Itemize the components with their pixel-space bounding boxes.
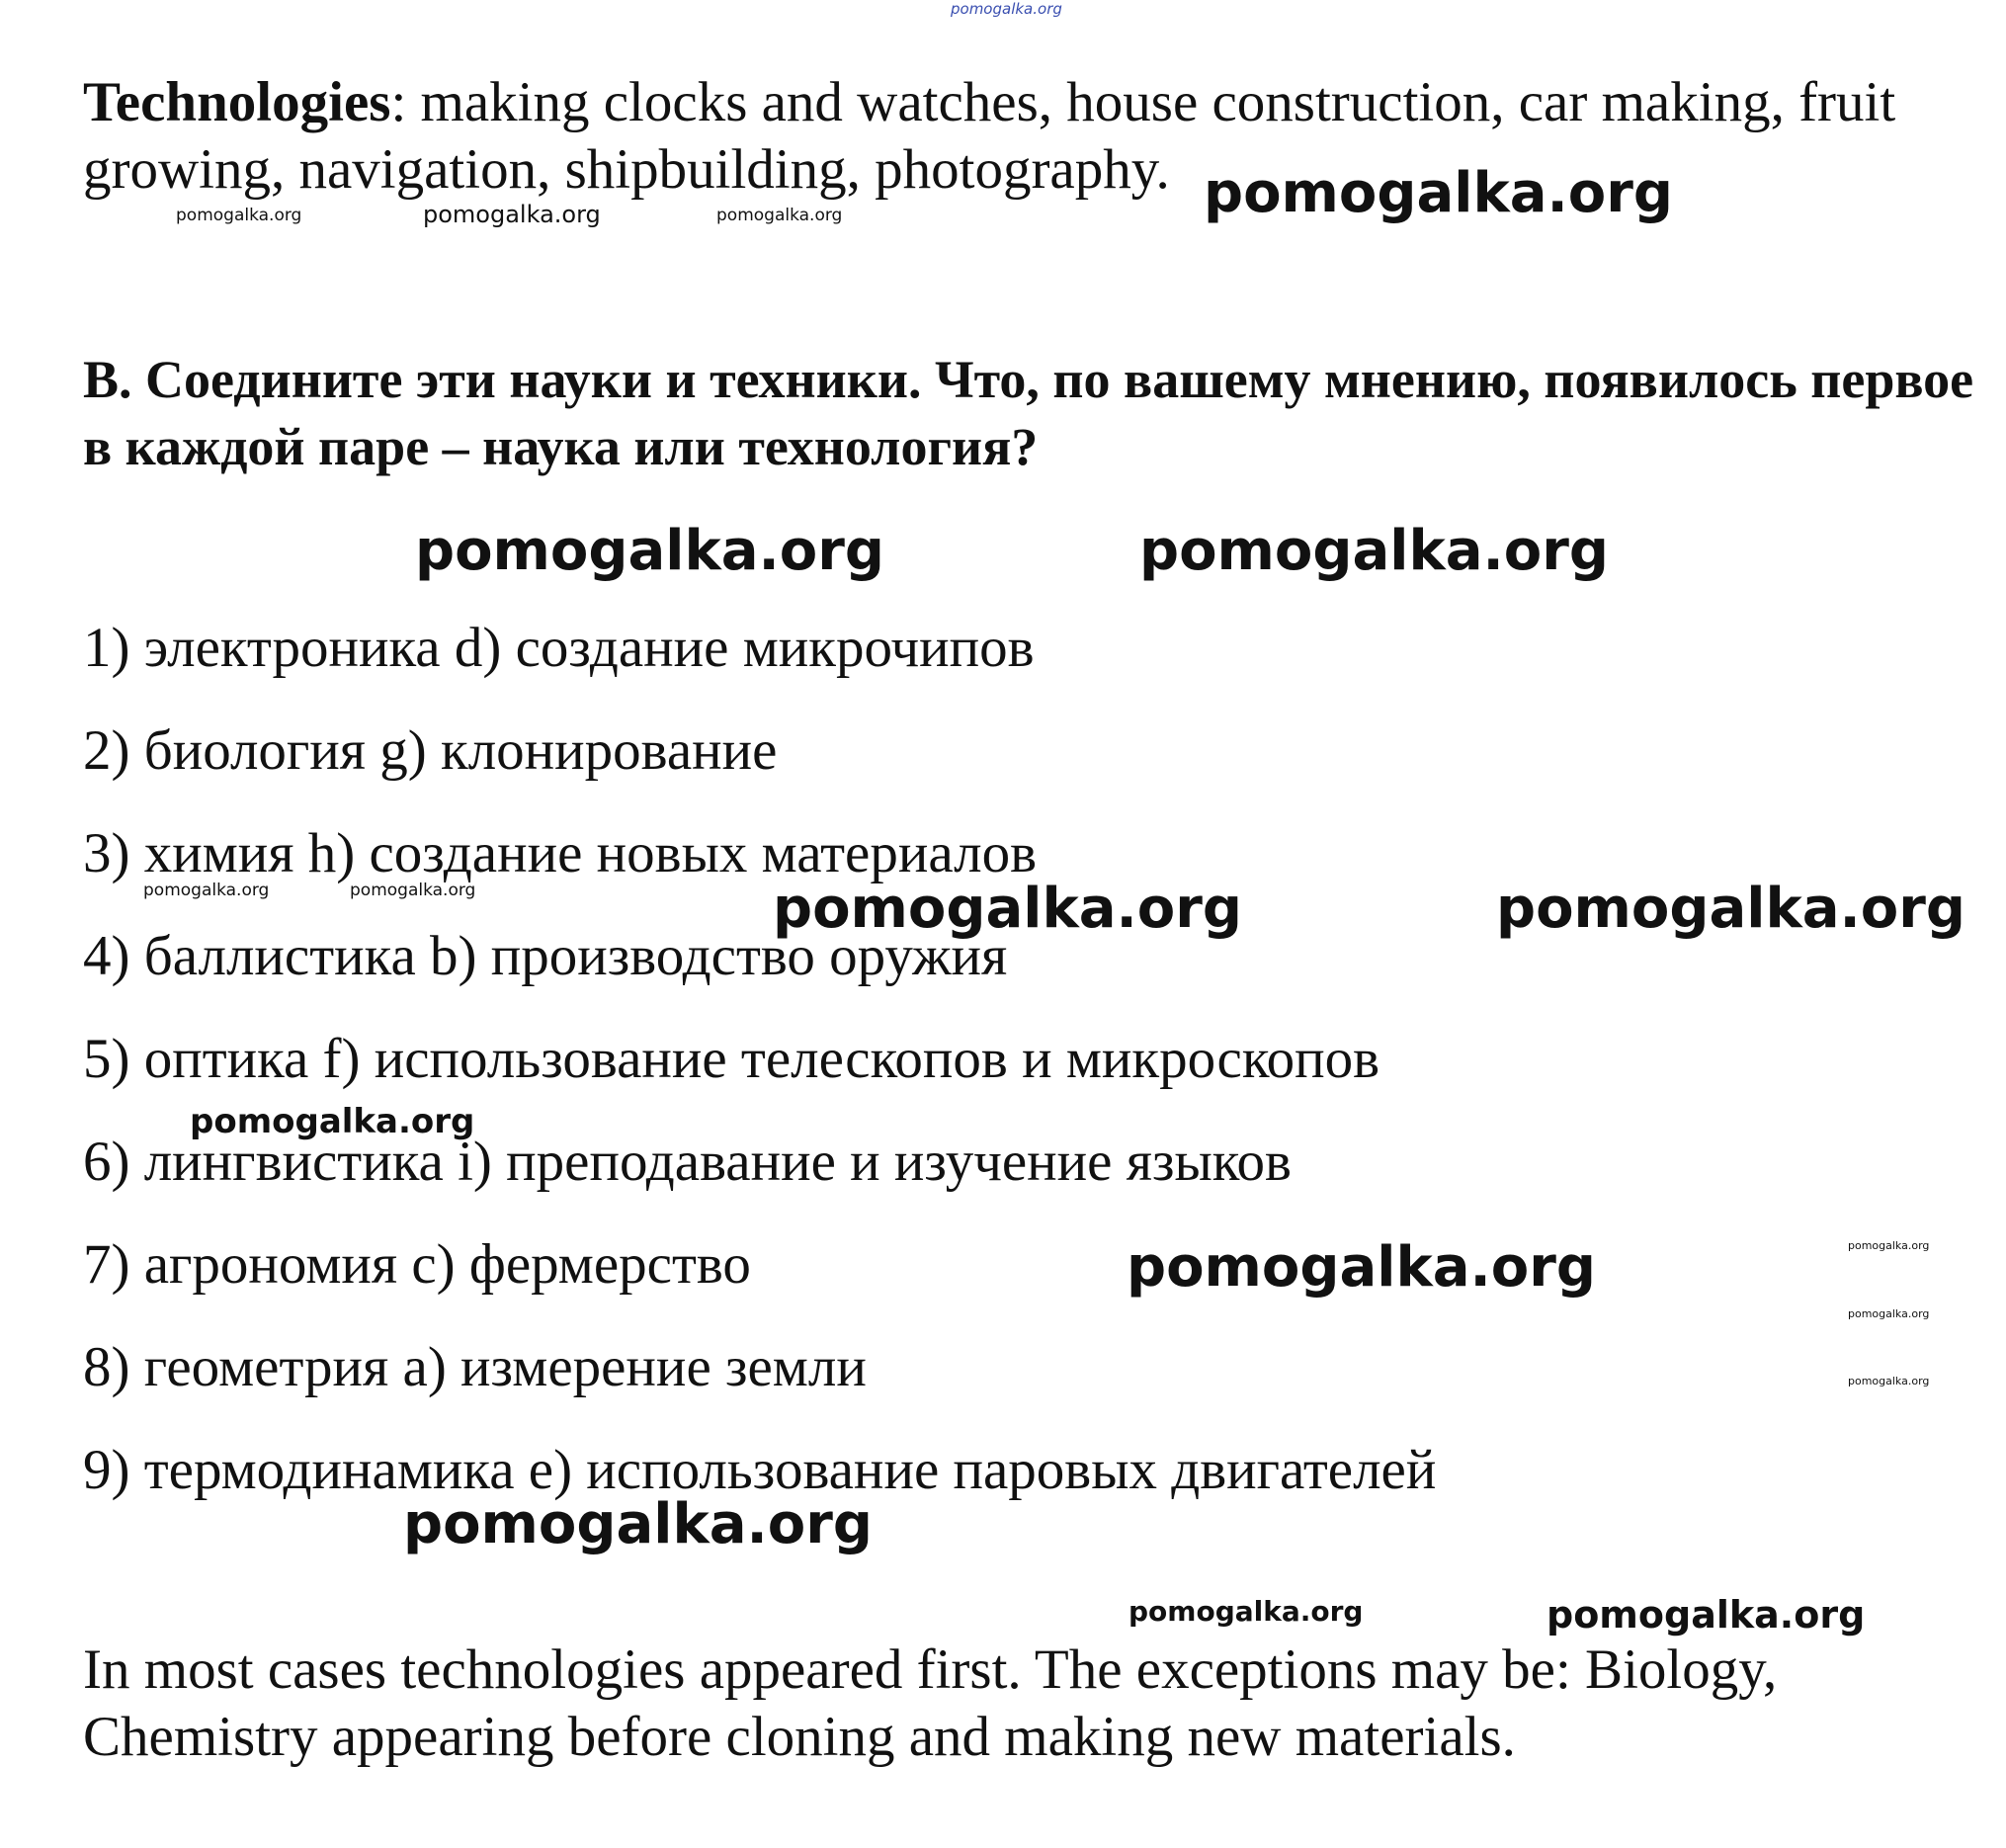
technologies-label: Technologies (83, 71, 391, 133)
watermark: pomogalka.org (1127, 1235, 1596, 1300)
watermark: pomogalka.org (1848, 1307, 1930, 1320)
match-item: 8) геометрия a) измерение земли (83, 1336, 867, 1398)
watermark: pomogalka.org (1496, 877, 1965, 941)
watermark: pomogalka.org (415, 519, 884, 583)
watermark: pomogalka.org (773, 877, 1242, 941)
watermark: pomogalka.org (1848, 1375, 1930, 1387)
match-item: 4) баллистика b) производство оружия (83, 925, 1008, 987)
watermark: pomogalka.org (176, 206, 302, 225)
watermark: pomogalka.org (403, 1492, 873, 1556)
watermark: pomogalka.org (1546, 1593, 1866, 1637)
conclusion-paragraph: In most cases technologies appeared first. The exceptions may be: Biology, Chemistry appearing before cloning and making new materials. (83, 1638, 1778, 1768)
section-b-heading: B. Соедините эти науки и техники. Что, по вашему мнению, появилось первое в каждой паре – наука или технология? (83, 350, 1974, 476)
watermark: pomogalka.org (1848, 1239, 1930, 1252)
technologies-text: : making clocks and watches, house construction, car making, fruit growing, navigation, shipbuilding, photography. (83, 71, 1896, 201)
watermark: pomogalka.org (1204, 161, 1673, 225)
match-item: 3) химия h) создание новых материалов (83, 822, 1037, 884)
watermark: pomogalka.org (143, 881, 270, 900)
watermark: pomogalka.org (423, 201, 601, 228)
technologies-paragraph (83, 69, 1980, 204)
watermark: pomogalka.org (190, 1102, 475, 1141)
match-item: 7) агрономия c) фермерство (83, 1233, 751, 1296)
watermark: pomogalka.org (951, 0, 1062, 18)
watermark: pomogalka.org (1128, 1595, 1364, 1628)
match-item: 9) термодинамика e) использование паровых двигателей (83, 1439, 1437, 1501)
match-item: 6) лингвистика i) преподавание и изучение языков (83, 1131, 1292, 1193)
match-item: 5) оптика f) использование телескопов и микроскопов (83, 1028, 1380, 1090)
match-item: 1) электроника d) создание микрочипов (83, 617, 1035, 679)
watermark: pomogalka.org (1139, 519, 1609, 583)
watermark: pomogalka.org (716, 206, 843, 225)
match-item: 2) биология g) клонирование (83, 719, 778, 782)
watermark: pomogalka.org (350, 881, 476, 900)
